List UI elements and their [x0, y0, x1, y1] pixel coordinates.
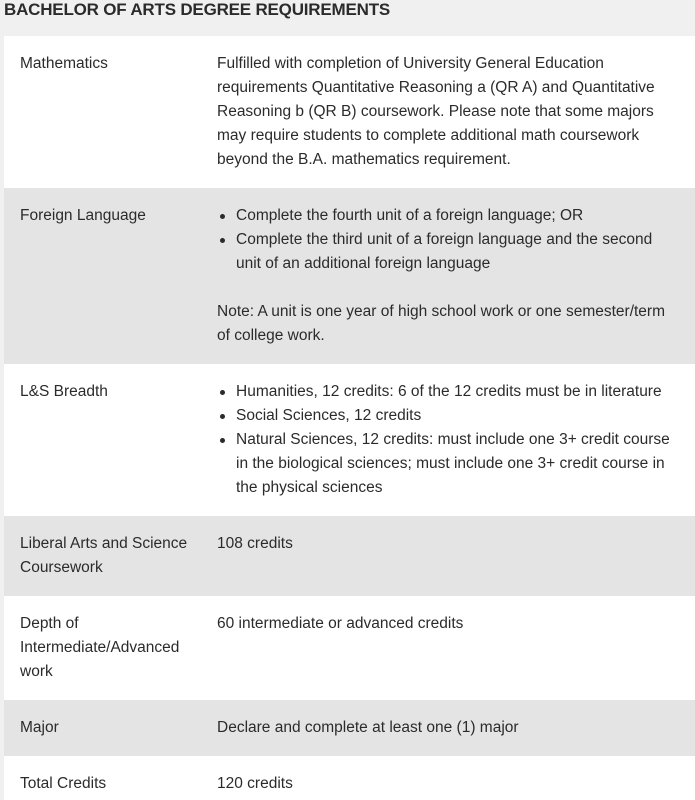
row-label: Mathematics: [20, 55, 108, 72]
row-value: [201, 188, 695, 364]
list-item: [236, 228, 681, 276]
note-text: Note: A unit is one year of high school work or one semester/term of college work.: [217, 303, 666, 344]
bullet-icon: [220, 414, 225, 419]
page-title: BACHELOR OF ARTS DEGREE REQUIREMENTS: [4, 0, 391, 19]
requirements-table: [4, 36, 695, 800]
bullet-icon: [220, 438, 225, 443]
row-value: [201, 364, 695, 516]
list-item-text: Complete the fourth unit of a foreign language; OR: [236, 207, 584, 224]
row-label: Depth of Intermediate/Advanced work: [20, 615, 180, 680]
bullet-icon: [220, 238, 225, 243]
row-label: Foreign Language: [20, 207, 146, 224]
list-item: [236, 404, 681, 428]
bullet-icon: [220, 390, 225, 395]
row-value: 108 credits: [217, 535, 293, 552]
row-value: 60 intermediate or advanced credits: [217, 615, 464, 632]
list-item-text: Complete the third unit of a foreign language and the second unit of an additional foreign language: [236, 231, 653, 272]
table-row-major: [4, 700, 695, 756]
requirement-list: [217, 380, 681, 500]
list-item-text: Social Sciences, 12 credits: [236, 407, 422, 424]
row-value: Declare and complete at least one (1) major: [217, 719, 519, 736]
requirement-list: [217, 204, 681, 276]
list-item: [236, 428, 681, 500]
table-row-foreign-language: [4, 188, 695, 364]
list-item-text: Natural Sciences, 12 credits: must include one 3+ credit course in the biological sciences; must include one 3+ credit course in the physical sciences: [236, 431, 670, 496]
table-row-liberal-arts: [4, 516, 695, 596]
row-value: 120 credits: [217, 775, 293, 792]
bullet-icon: [220, 214, 225, 219]
table-row-mathematics: [4, 36, 695, 188]
row-value: Fulfilled with completion of University General Education requirements Quantitative Reasoning a (QR A) and Quantitative Reasoning b (QR B) coursework. Please note that some majors may require students to complete additional math coursework beyond the B.A. mathematics requirement.: [217, 55, 655, 168]
list-item-text: Humanities, 12 credits: 6 of the 12 credits must be in literature: [236, 383, 662, 400]
row-label: Liberal Arts and Science Coursework: [20, 535, 188, 576]
table-row-ls-breadth: [4, 364, 695, 516]
table-row-total-credits: [4, 756, 695, 800]
table-row-depth: [4, 596, 695, 700]
list-item: [236, 204, 681, 228]
list-item: [236, 380, 681, 404]
row-label: L&S Breadth: [20, 383, 108, 400]
row-label: Major: [20, 719, 59, 736]
row-label: Total Credits: [20, 775, 107, 792]
